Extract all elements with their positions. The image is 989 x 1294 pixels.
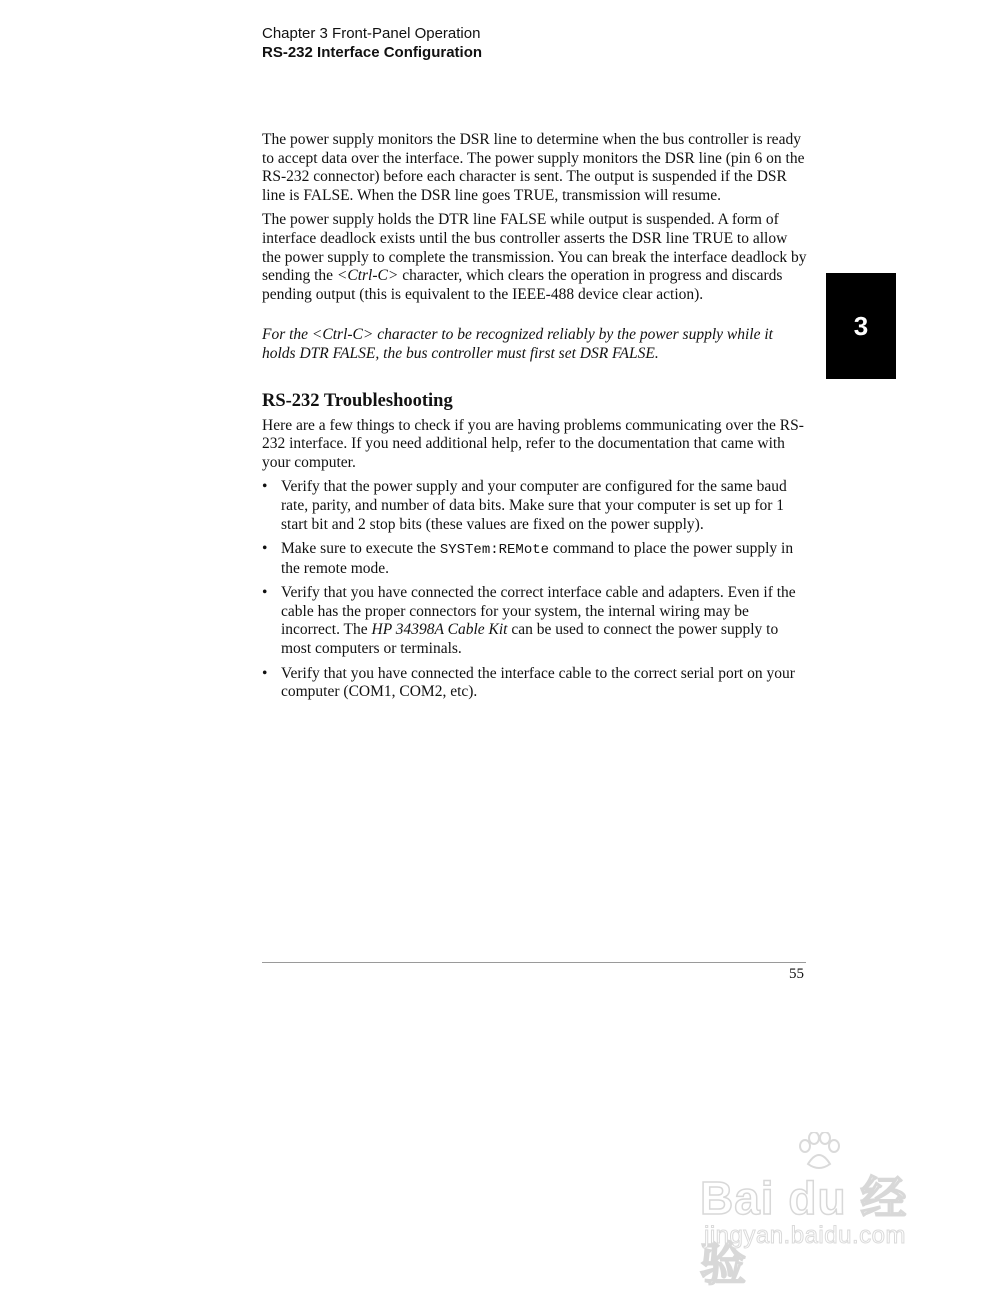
watermark-url: jingyan.baidu.com [704,1222,906,1249]
paragraph-dtr: The power supply holds the DTR line FALSE while output is suspended. A form of interface deadlock exists until the bus controller asserts the DSR line TRUE to allow the power supply to complete the transmission. You can break the interface deadlock by sending the <Ctrl-C> character, which clears the operation in progress and discards pending output (this is equivalent to the IEEE-488 device clear action). [262,211,807,303]
bullet-icon: • [262,664,268,682]
chapter-tab-number: 3 [853,310,869,341]
cable-kit-name: HP 34398A Cable Kit [371,621,508,639]
section-heading: RS-232 Troubleshooting [262,390,453,411]
section-intro: Here are a few things to check if you are having problems communicating over the RS-232 interface. If you need additional help, refer to the documentation that came with your computer. [262,416,804,471]
running-header [262,24,482,62]
note-paragraph: For the <Ctrl-C> character to be recognized reliably by the power supply while it holds DTR FALSE, the bus controller must first set DSR FALSE. [262,326,773,362]
section-header: RS-232 Interface Configuration [262,44,483,61]
ctrl-c-key: <Ctrl-C> [336,267,399,285]
page-number: 55 [789,966,804,982]
bullet-icon: • [262,540,268,558]
list-item: • Make sure to execute the SYSTem:REMote command to place the power supply in the remote mode. [262,540,794,577]
watermark [700,1132,940,1290]
page-body [262,131,807,708]
troubleshooting-list [262,478,807,702]
watermark-logo: Bai du 经验 [700,1172,908,1290]
bullet-icon: • [262,584,268,602]
paragraph-dsr: The power supply monitors the DSR line to determine when the bus controller is ready to accept data over the interface. The power supply monitors the DSR line (pin 6 on the RS-232 connector) before each character is sent. The output is suspended if the DSR line is FALSE. When the DSR line goes TRUE, transmission will resume. [262,131,805,204]
chapter-title: Chapter 3 Front-Panel Operation [262,25,481,42]
list-item: • Verify that you have connected the interface cable to the correct serial port on your computer (COM1, COM2, etc). [262,664,795,701]
chapter-tab [826,273,896,379]
command-code: SYSTem:REMote [439,542,550,559]
footer-rule [262,962,806,963]
bullet-icon: • [262,478,268,496]
list-item: • Verify that the power supply and your computer are configured for the same baud rate, parity, and number of data bits. Make sure that your computer is set up for 1 start bit and 2 stop bits (these values are fixed on the power supply). [262,478,787,533]
list-item: • Verify that you have connected the correct interface cable and adapters. Even if the cable has the proper connectors for your system, the internal wiring may be incorrect. The HP 34398A Cable Kit can be used to connect the power supply to most computers or terminals. [262,584,796,658]
